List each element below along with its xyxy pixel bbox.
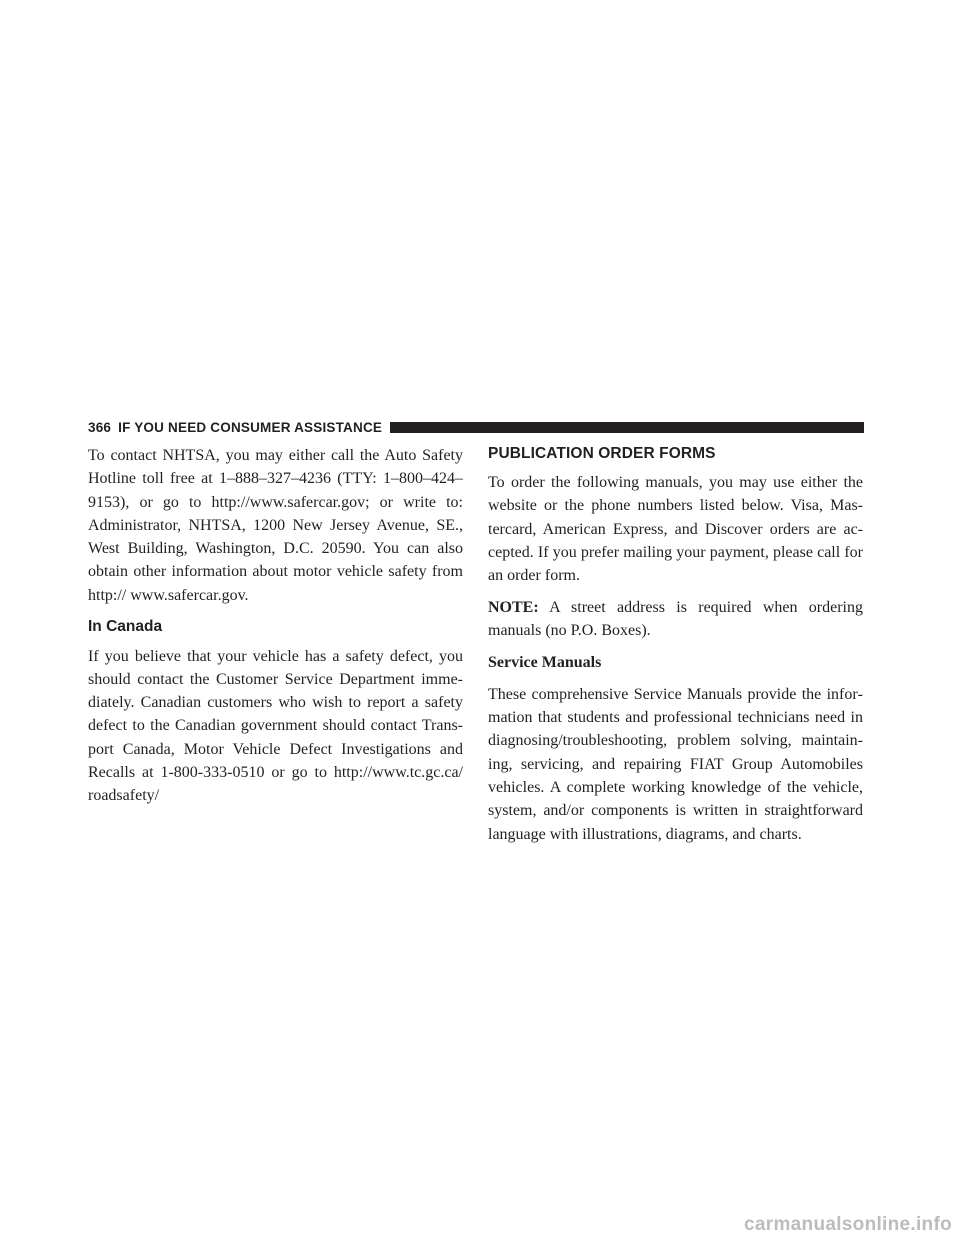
header-rule <box>390 422 864 433</box>
page-header <box>88 417 864 437</box>
watermark: carmanualsonline.info <box>744 1214 952 1235</box>
right-column <box>488 444 863 854</box>
service-manuals-heading: Service Manuals <box>488 654 602 672</box>
note-paragraph <box>488 596 863 643</box>
canada-paragraph: If you believe that your vehicle has a safety defect, you should contact the Customer Service Department immediately. Canadian customers who wish to report a safety defect to the Canadian government should contact Transport Canada, Motor Vehicle Defect Investigations and Recalls at 1-800-333-0510 or go to http://www.tc.gc.ca/ roadsafety/ <box>88 647 463 805</box>
publication-heading: PUBLICATION ORDER FORMS <box>488 445 716 462</box>
order-paragraph: To order the following manuals, you may use either the website or the phone numbers listed below. Visa, Mastercard, American Express, and Discover orders are accepted. If you prefer mailing your payment, please call for an order form. <box>488 474 863 585</box>
service-manuals-paragraph: These comprehensive Service Manuals provide the information that students and professional technicians need in diagnosing/troubleshooting, problem solving, maintaining, servicing, and repairing FIAT Group Automobiles vehicles. A complete working knowledge of the vehicle, system, and/or components is written in straightforward language with illustrations, diagrams, and charts. <box>488 685 863 843</box>
canada-heading: In Canada <box>88 617 163 635</box>
nhtsa-contact-paragraph: To contact NHTSA, you may either call the Auto Safety Hotline toll free at 1–888–327–4236 (TTY: 1–800–424– 9153), or go to http://www.safercar.gov; or write to: Administrator, NHTSA, 1200 New Jersey Avenue, SE., West Building, Washington, D.C. 20590. You can also obtain other information about motor vehicle safety from http:// www.safercar.gov. <box>88 447 463 604</box>
note-text: A street address is required when ordering manuals (no P.O. Boxes). <box>488 598 863 640</box>
left-column <box>88 444 463 816</box>
page-number: 366 <box>88 419 112 435</box>
note-label: NOTE: <box>488 598 539 616</box>
section-title: IF YOU NEED CONSUMER ASSISTANCE <box>118 419 383 435</box>
